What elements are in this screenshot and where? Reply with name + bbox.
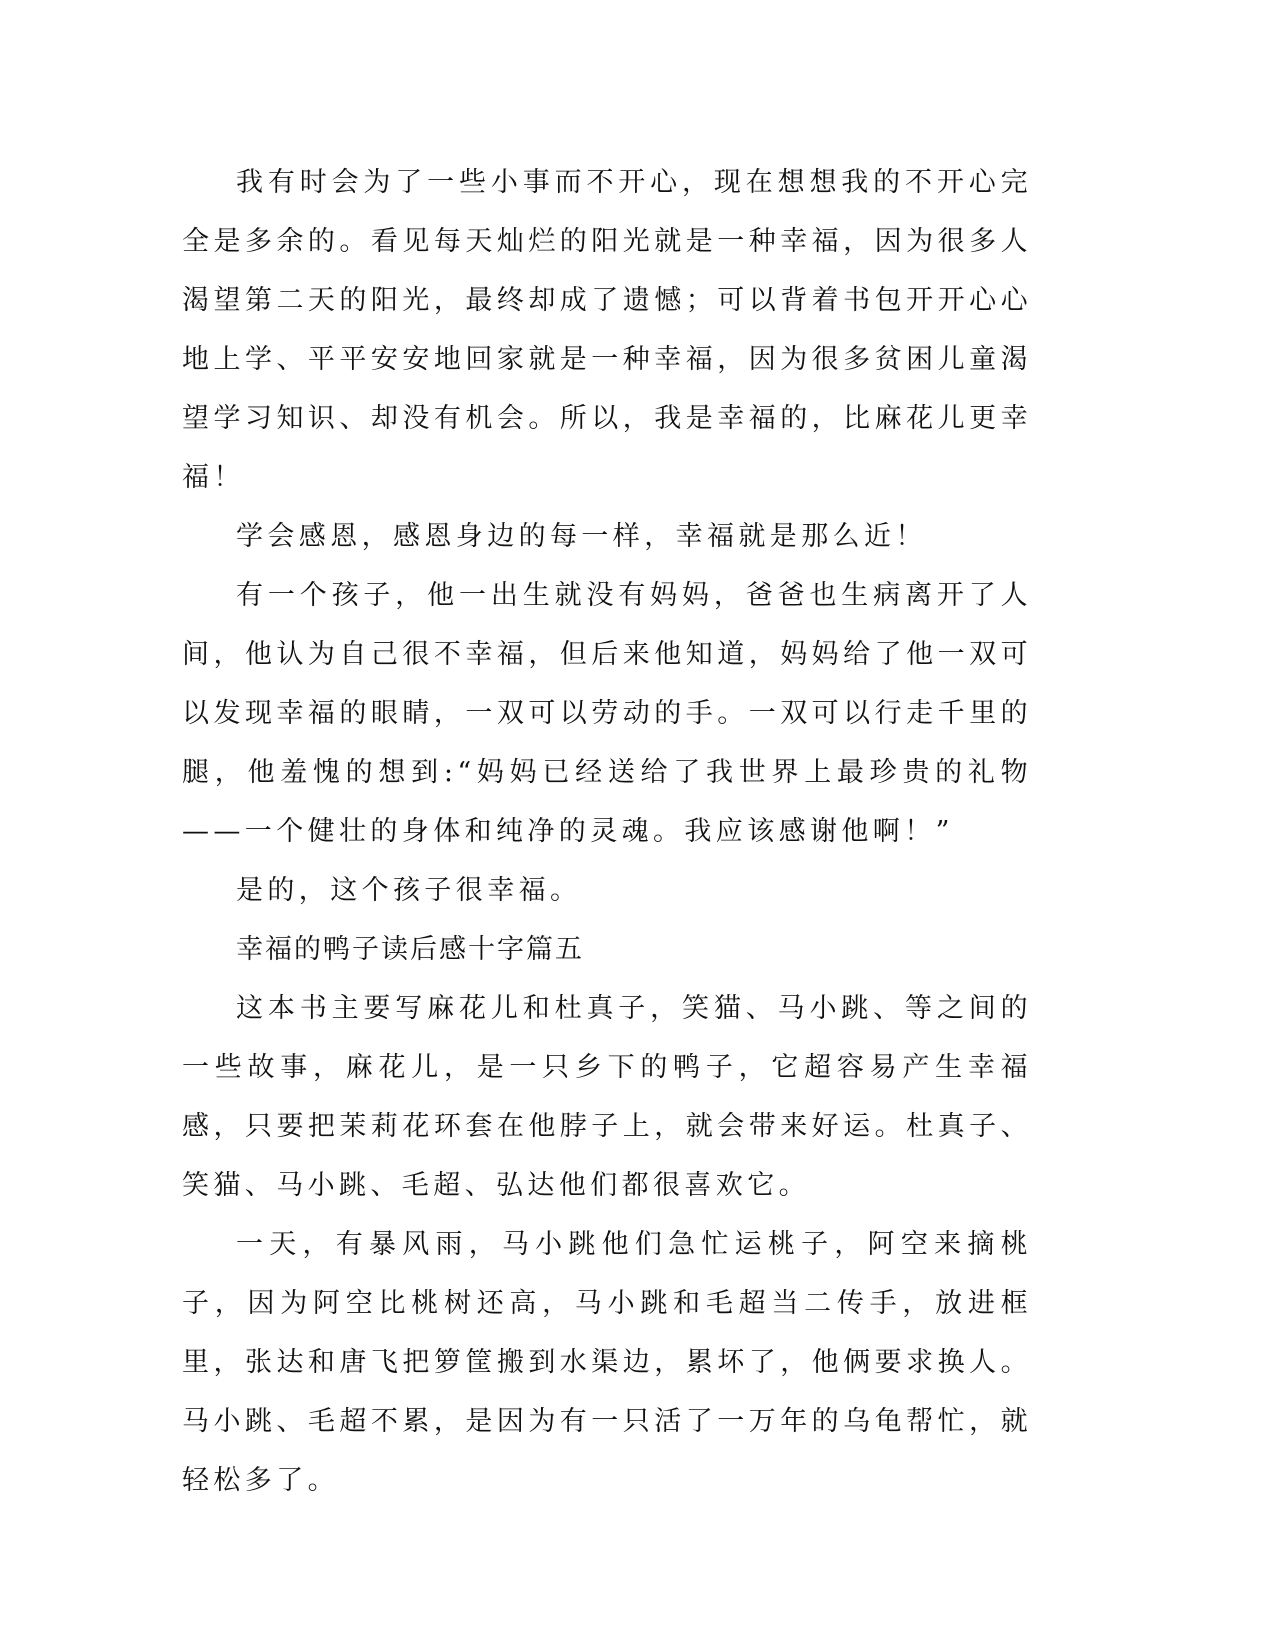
paragraph-happiness-reflection: 我有时会为了一些小事而不开心，现在想想我的不开心完全是多余的。看见每天灿烂的阳光就是一种幸福，因为很多人渴望第二天的阳光，最终却成了遗憾；可以背着书包开开心心地上学、平平安安地回家就是一种幸福，因为很多贫困儿童渴望学习知识、却没有机会。所以，我是幸福的，比麻花儿更幸福！ — [182, 167, 1032, 493]
paragraph-child-happy: 是的，这个孩子很幸福。 — [236, 875, 582, 906]
section-heading: 幸福的鸭子读后感十字篇五 — [236, 934, 584, 965]
document-body — [182, 153, 1032, 1510]
paragraph-book-summary: 这本书主要写麻花儿和杜真子，笑猫、马小跳、等之间的一些故事，麻花儿，是一只乡下的鸭子，它超容易产生幸福感，只要把茉莉花环套在他脖子上，就会带来好运。杜真子、笑猫、马小跳、毛超、弘达他们都很喜欢它。 — [182, 993, 1032, 1201]
paragraph-storm-story: 一天，有暴风雨，马小跳他们急忙运桃子，阿空来摘桃子，因为阿空比桃树还高，马小跳和毛超当二传手，放进框里，张达和唐飞把箩筐搬到水渠边，累坏了，他俩要求换人。马小跳、毛超不累，是因为有一只活了一万年的乌龟帮忙，就轻松多了。 — [182, 1229, 1032, 1496]
paragraph-gratitude: 学会感恩，感恩身边的每一样，幸福就是那么近！ — [236, 521, 927, 552]
paragraph-child-story: 有一个孩子，他一出生就没有妈妈，爸爸也生病离开了人间，他认为自己很不幸福，但后来他知道，妈妈给了他一双可以发现幸福的眼睛，一双可以劳动的手。一双可以行走千里的腿，他羞愧的想到:“妈妈已经送给了我世界上最珍贵的礼物——一个健壮的身体和纯净的灵魂。我应该感谢他啊！” — [182, 580, 1032, 847]
